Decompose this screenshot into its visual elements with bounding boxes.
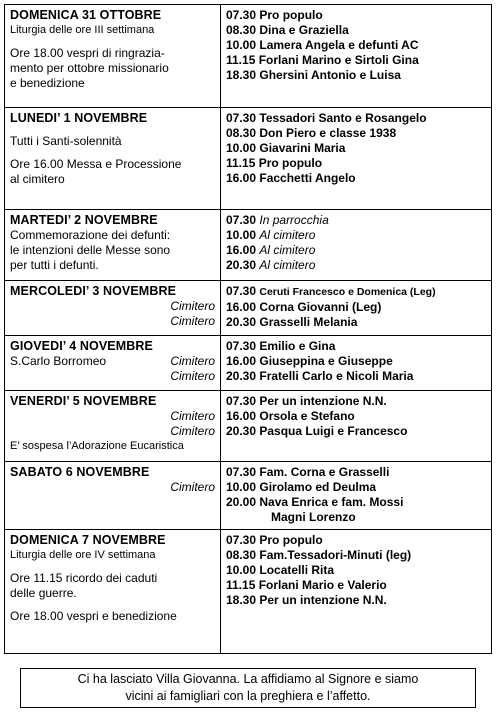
mass-entry	[226, 243, 486, 258]
mass-time: 08.30	[226, 126, 257, 140]
day-title: DOMENICA 7 NOVEMBRE	[10, 533, 166, 547]
mass-time: 11.15	[226, 578, 256, 592]
mass-time: 10.00	[226, 38, 257, 52]
mass-intention: Fam. Corna e Grasselli	[259, 465, 390, 479]
day-note: delle guerre.	[10, 586, 77, 600]
location-label: Cimitero	[170, 354, 215, 368]
day-info-cell	[5, 108, 221, 210]
day-info-cell	[5, 391, 221, 462]
spacer	[10, 149, 215, 157]
day-row	[5, 391, 492, 462]
spacer	[10, 38, 215, 46]
mass-intention: Pro populo	[259, 533, 323, 547]
day-note: Liturgia delle ore III settimana	[10, 24, 155, 36]
mass-time: 07.30	[226, 533, 257, 547]
mass-entry	[226, 141, 486, 156]
mass-intention: Al cimitero	[259, 228, 316, 242]
mass-entry	[226, 8, 486, 23]
mass-entry	[226, 228, 486, 243]
day-row	[5, 462, 492, 530]
mass-list-cell	[221, 391, 492, 462]
mass-entry	[226, 300, 486, 315]
mass-entry	[226, 171, 486, 186]
mass-entry	[226, 38, 486, 53]
spacer	[10, 601, 215, 609]
mass-time: 10.00	[226, 141, 257, 155]
mass-intention: Don Piero e classe 1938	[259, 126, 397, 140]
footer-line-1: Ci ha lasciato Villa Giovanna. La affidiamo al Signore e siamo	[77, 672, 419, 686]
mass-intention: Ceruti Francesco e Domenica (Leg)	[259, 286, 436, 298]
mass-intention: Grasselli Melania	[259, 315, 358, 329]
mass-entry	[226, 111, 486, 126]
mass-intention: Nava Enrica e fam. Mossi	[259, 495, 404, 509]
mass-intention: Forlani Marino e Sirtoli Gina	[258, 53, 419, 67]
mass-intention: Magni Lorenzo	[271, 510, 356, 524]
mass-time: 10.00	[226, 563, 257, 577]
mass-entry	[226, 68, 486, 83]
day-note: Ore 18.00 vespri e benedizione	[10, 609, 177, 623]
mass-intention: Pasqua Luigi e Francesco	[259, 424, 408, 438]
mass-entry	[226, 465, 486, 480]
mass-intention: Facchetti Angelo	[259, 171, 356, 185]
note-with-location	[10, 354, 215, 369]
mass-list-cell	[221, 210, 492, 281]
mass-time: 11.15	[226, 53, 256, 67]
footer-line-2: vicini ai famigliari con la preghiera e l’affetto.	[125, 689, 371, 703]
day-row	[5, 530, 492, 654]
mass-entry	[226, 409, 486, 424]
mass-entry	[226, 394, 486, 409]
day-info-cell	[5, 530, 221, 654]
footer-notice	[20, 668, 476, 708]
location-label: Cimitero	[170, 369, 215, 383]
mass-entry	[226, 369, 486, 384]
mass-time: 18.30	[226, 68, 257, 82]
mass-time: 07.30	[226, 394, 257, 408]
mass-entry	[226, 480, 486, 495]
mass-entry	[226, 578, 486, 593]
mass-time: 16.00	[226, 300, 257, 314]
mass-entry	[226, 126, 486, 141]
mass-intention: Ghersini Antonio e Luisa	[259, 68, 401, 82]
mass-time: 16.00	[226, 243, 257, 257]
day-title: GIOVEDI’ 4 NOVEMBRE	[10, 339, 153, 353]
day-info-cell	[5, 281, 221, 336]
day-note: Ore 18.00 vespri di ringrazia-	[10, 46, 165, 60]
day-note: per tutti i defunti.	[10, 258, 99, 272]
spacer	[10, 563, 215, 571]
mass-list-cell	[221, 5, 492, 108]
day-note: mento per ottobre missionario	[10, 61, 169, 75]
mass-intention: Giuseppina e Giuseppe	[259, 354, 393, 368]
mass-time: 10.00	[226, 228, 257, 242]
day-title: SABATO 6 NOVEMBRE	[10, 465, 150, 479]
day-row	[5, 210, 492, 281]
mass-intention: Fratelli Carlo e Nicoli Maria	[259, 369, 414, 383]
mass-intention: Emilio e Gina	[259, 339, 336, 353]
day-row	[5, 336, 492, 391]
mass-time: 18.30	[226, 593, 257, 607]
mass-time: 16.00	[226, 409, 257, 423]
day-title: MERCOLEDI’ 3 NOVEMBRE	[10, 284, 177, 298]
day-note: Commemorazione dei defunti:	[10, 228, 171, 242]
mass-time: 20.30	[226, 315, 257, 329]
mass-time: 20.30	[226, 258, 257, 272]
mass-entry	[226, 23, 486, 38]
day-note: E’ sospesa l’Adorazione Eucaristica	[10, 440, 184, 452]
mass-time: 11.15	[226, 156, 256, 170]
day-info-cell	[5, 5, 221, 108]
day-title: LUNEDI’ 1 NOVEMBRE	[10, 111, 148, 125]
mass-time: 07.30	[226, 284, 257, 298]
mass-list-cell	[221, 530, 492, 654]
mass-time: 07.30	[226, 465, 257, 479]
mass-intention: Al cimitero	[259, 243, 316, 257]
day-note: Tutti i Santi-solennità	[10, 134, 122, 148]
mass-intention: Tessadori Santo e Rosangelo	[259, 111, 427, 125]
mass-time: 07.30	[226, 111, 257, 125]
mass-list-cell	[221, 462, 492, 530]
day-note: le intenzioni delle Messe sono	[10, 243, 171, 257]
mass-entry	[226, 563, 486, 578]
mass-entry	[226, 315, 486, 330]
mass-entry	[226, 213, 486, 228]
mass-intention: Al cimitero	[259, 258, 316, 272]
mass-intention: Dina e Graziella	[259, 23, 349, 37]
day-row	[5, 5, 492, 108]
mass-intention: Lamera Angela e defunti AC	[259, 38, 419, 52]
mass-time: 10.00	[226, 480, 257, 494]
mass-entry	[226, 593, 486, 608]
mass-entry	[226, 339, 486, 354]
mass-time: 07.30	[226, 213, 257, 227]
mass-list-cell	[221, 336, 492, 391]
mass-entry	[226, 424, 486, 439]
location-label: Cimitero	[170, 299, 215, 313]
mass-list-cell	[221, 281, 492, 336]
weekly-mass-schedule	[4, 4, 492, 654]
day-title: MARTEDI’ 2 NOVEMBRE	[10, 213, 158, 227]
day-note: Liturgia delle ore IV settimana	[10, 549, 156, 561]
mass-entry	[226, 533, 486, 548]
mass-entry	[226, 548, 486, 563]
mass-intention: Corna Giovanni (Leg)	[259, 300, 382, 314]
mass-entry	[226, 354, 486, 369]
day-note: Ore 16.00 Messa e Processione	[10, 157, 182, 171]
mass-time: 16.00	[226, 354, 257, 368]
mass-intention: Pro populo	[258, 156, 323, 170]
mass-time: 20.30	[226, 369, 257, 383]
spacer	[10, 126, 215, 134]
day-note: Ore 11.15 ricordo dei caduti	[10, 571, 158, 585]
mass-entry	[226, 510, 486, 525]
day-title: VENERDI’ 5 NOVEMBRE	[10, 394, 157, 408]
day-row	[5, 281, 492, 336]
location-label: Cimitero	[170, 314, 215, 328]
mass-intention: Girolamo ed Deulma	[259, 480, 377, 494]
mass-list-cell	[221, 108, 492, 210]
mass-time: 07.30	[226, 339, 257, 353]
day-info-cell	[5, 210, 221, 281]
mass-time: 16.00	[226, 171, 257, 185]
mass-intention: Forlani Mario e Valerio	[258, 578, 387, 592]
note-text: S.Carlo Borromeo	[10, 354, 107, 368]
mass-intention: Per un intenzione N.N.	[259, 394, 387, 408]
mass-time: 07.30	[226, 8, 257, 22]
day-info-cell	[5, 462, 221, 530]
mass-entry	[226, 258, 486, 273]
location-label: Cimitero	[170, 480, 215, 494]
mass-time: 20.00	[226, 495, 257, 509]
location-label: Cimitero	[170, 424, 215, 438]
mass-intention: Locatelli Rita	[259, 563, 335, 577]
day-row	[5, 108, 492, 210]
mass-intention: In parrocchia	[259, 213, 329, 227]
mass-entry	[226, 53, 486, 68]
day-title: DOMENICA 31 OTTOBRE	[10, 8, 162, 22]
mass-entry	[226, 284, 486, 300]
mass-intention: Giavarini Maria	[259, 141, 346, 155]
mass-entry	[226, 495, 486, 510]
schedule-body	[5, 5, 492, 654]
location-label: Cimitero	[170, 409, 215, 423]
day-info-cell	[5, 336, 221, 391]
mass-intention: Per un intenzione N.N.	[259, 593, 387, 607]
mass-intention: Orsola e Stefano	[259, 409, 355, 423]
mass-time: 08.30	[226, 548, 257, 562]
mass-time: 08.30	[226, 23, 257, 37]
mass-time: 20.30	[226, 424, 257, 438]
mass-entry	[226, 156, 486, 171]
day-note: al cimitero	[10, 172, 65, 186]
mass-intention: Pro populo	[259, 8, 323, 22]
day-note: e benedizione	[10, 76, 85, 90]
mass-intention: Fam.Tessadori-Minuti (leg)	[259, 548, 412, 562]
